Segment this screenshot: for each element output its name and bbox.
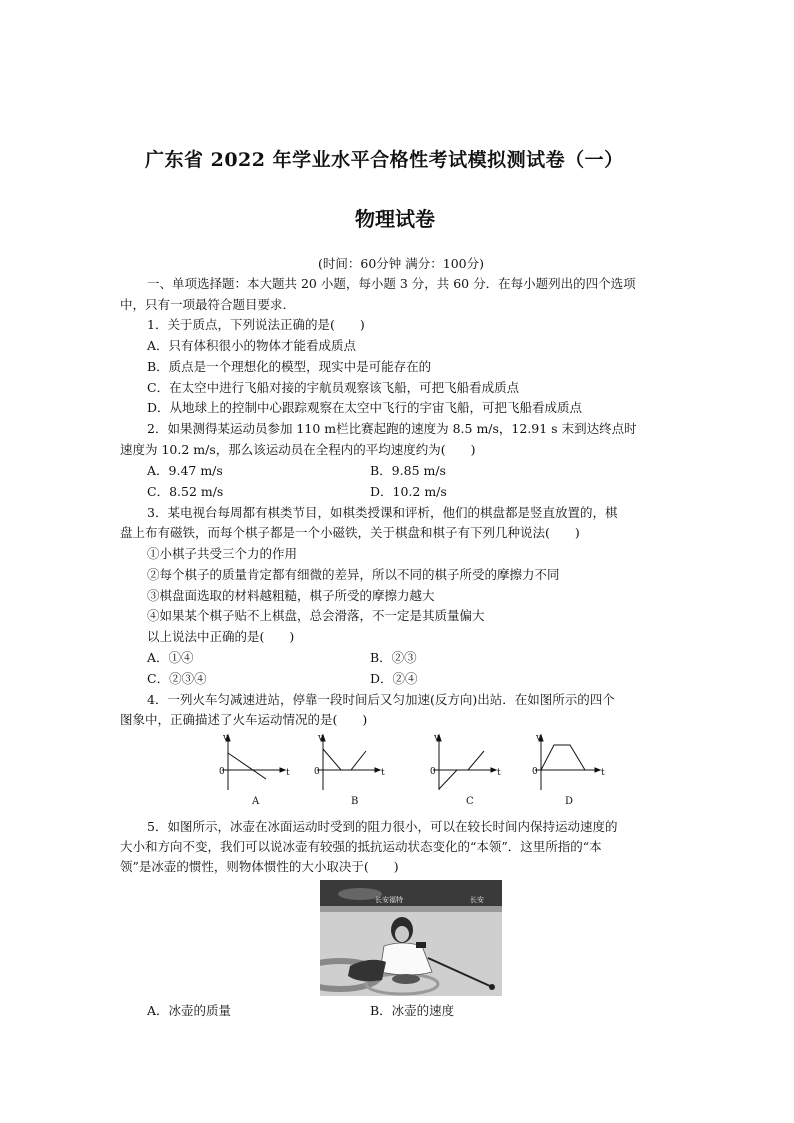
exam-meta: (时间：60分钟 满分：100分): [318, 256, 484, 271]
graph-a-t: t: [286, 768, 290, 778]
q3-ask: 以上说法中正确的是( ): [147, 629, 295, 644]
curling-photo: [320, 880, 502, 996]
q2-stem-line2: 速度为 10.2 m/s，那么该运动员在全程内的平均速度约为( ): [120, 442, 476, 457]
q5-stem-line3: 领”是冰壶的惯性，则物体惯性的大小取决于( ): [120, 859, 399, 874]
svg-text:长安: 长安: [470, 896, 484, 904]
q1-stem: 1．关于质点，下列说法正确的是( ): [147, 317, 365, 332]
graph-b-t: t: [381, 768, 385, 778]
q3-statement-3: ③棋盘面选取的材料越粗糙，棋子所受的摩擦力越大: [147, 588, 435, 603]
q2-option-a: A．9.47 m/s: [147, 463, 223, 478]
graph-b-line: [323, 749, 366, 770]
q2-option-b: B．9.85 m/s: [370, 463, 446, 478]
graph-b-v: v: [318, 733, 324, 743]
q5-option-b: B．冰壶的速度: [370, 1003, 455, 1018]
q2-option-c: C．8.52 m/s: [147, 484, 224, 499]
q1-option-b: B．质点是一个理想化的模型，现实中是可能存在的: [147, 359, 432, 374]
graph-b: [314, 733, 385, 807]
graph-b-origin: 0: [314, 767, 320, 777]
q4-stem-line1: 4．一列火车匀减速进站，停靠一段时间后又匀加速(反方向)出站．在如图所示的四个: [147, 692, 615, 707]
graph-b-label: B: [351, 796, 359, 807]
graph-d-origin: 0: [532, 767, 538, 777]
graph-c-label: C: [466, 796, 474, 807]
q1-option-d: D．从地球上的控制中心跟踪观察在太空中飞行的宇宙飞船，可把飞船看成质点: [147, 400, 583, 415]
q5-option-a: A．冰壶的质量: [147, 1003, 232, 1018]
graph-d-t: t: [601, 768, 605, 778]
q3-statement-1: ①小棋子共受三个力的作用: [147, 546, 298, 561]
q3-option-d: D．②④: [370, 671, 418, 686]
q3-option-b: B．②③: [370, 650, 417, 665]
q3-statement-2: ②每个棋子的质量肯定都有细微的差异，所以不同的棋子所受的摩擦力不同: [147, 567, 560, 582]
q3-stem-line2: 盘上布有磁铁，而每个棋子都是一个小磁铁，关于棋盘和棋子有下列几种说法( ): [120, 525, 580, 540]
graph-a: [219, 733, 290, 807]
graph-a-v: v: [223, 733, 229, 743]
graph-c-t: t: [497, 768, 501, 778]
page-title: 广东省 2022 年学业水平合格性考试模拟测试卷（一）: [145, 149, 624, 171]
graph-d-line: [541, 745, 585, 770]
graph-c-origin: 0: [430, 767, 436, 777]
graph-a-origin: 0: [219, 767, 225, 777]
q3-stem-line1: 3．某电视台每周都有棋类节目，如棋类授课和评析，他们的棋盘都是竖直放置的，棋: [147, 505, 618, 520]
graph-c-v: v: [434, 733, 440, 743]
graph-a-label: A: [252, 796, 260, 807]
section-heading-cont: 中，只有一项最符合题目要求．: [120, 297, 296, 312]
graph-d-label: D: [565, 796, 574, 807]
q2-stem-line1: 2．如果测得某运动员参加 110 m栏比赛起跑的速度为 8.5 m/s，12.91 s 末到达终点时: [147, 421, 637, 436]
q3-option-a: A．①④: [147, 650, 194, 665]
subject-title: 物理试卷: [355, 207, 435, 231]
q1-option-a: A．只有体积很小的物体才能看成质点: [147, 338, 357, 353]
graph-c: [430, 733, 501, 807]
q4-stem-line2: 图象中，正确描述了火车运动情况的是( ): [120, 712, 368, 727]
q1-option-c: C．在太空中进行飞船对接的宇航员观察该飞船，可把飞船看成质点: [147, 380, 520, 395]
q5-stem-line2: 大小和方向不变，我们可以说冰壶有较强的抵抗运动状态变化的“本领”．这里所指的“本: [120, 839, 602, 854]
q3-option-c: C．②③④: [147, 671, 207, 686]
photo-banner-text: 长安福特: [375, 896, 403, 904]
q2-option-d: D．10.2 m/s: [370, 484, 447, 499]
graph-a-line: [228, 753, 266, 779]
graph-d-v: v: [536, 733, 542, 743]
graph-d: [532, 733, 605, 807]
q3-statement-4: ④如果某个棋子贴不上棋盘，总会滑落，不一定是其质量偏大: [147, 608, 485, 623]
q5-stem-line1: 5．如图所示，冰壶在冰面运动时受到的阻力很小，可以在较长时间内保持运动速度的: [147, 819, 618, 834]
section-heading: 一、单项选择题：本大题共 20 小题，每小题 3 分，共 60 分．在每小题列出的四个选项: [147, 276, 636, 291]
